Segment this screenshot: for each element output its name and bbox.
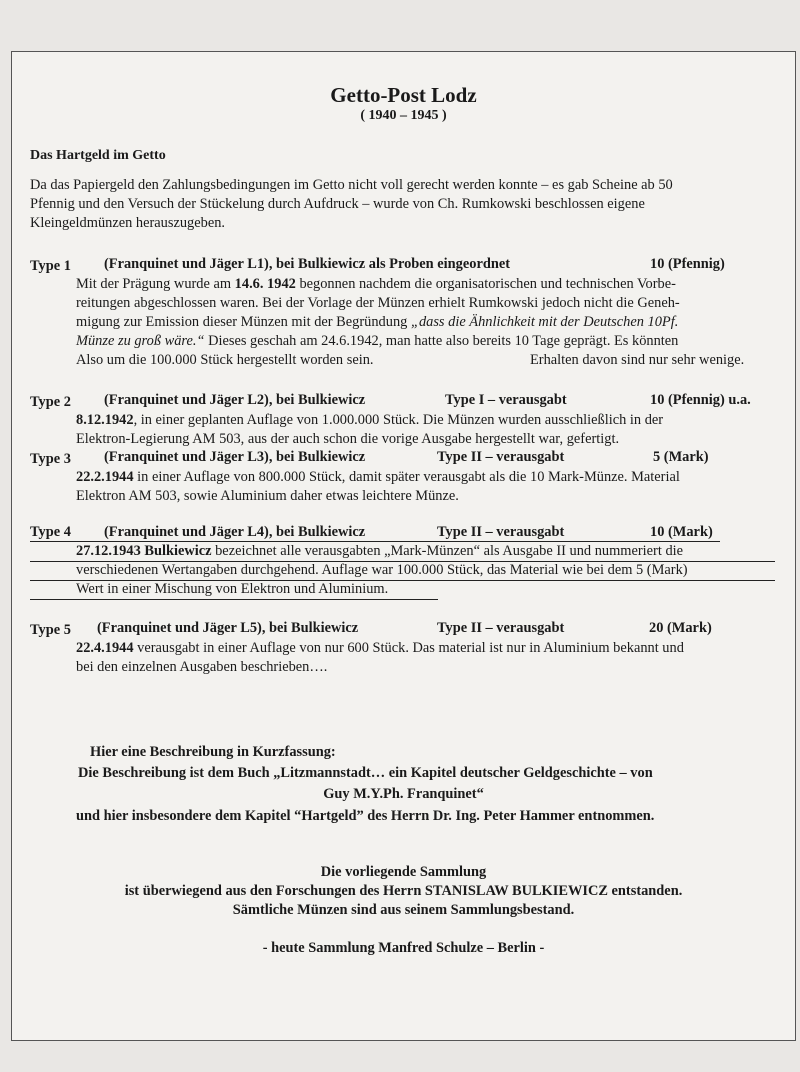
type-2-description: (Franquinet und Jäger L2), bei Bulkiewicz bbox=[104, 392, 366, 408]
type-2-text-line: 8.12.1942, in einer geplanten Auflage von 1.000.000 Stück. Die Münzen wurden ausschließlich in der bbox=[76, 412, 664, 428]
intro-line: Da das Papiergeld den Zahlungsbedingungen im Getto nicht voll gerecht werden konnte – es gab Scheine ab 50 bbox=[30, 177, 673, 193]
type-4-text-line: verschiedenen Wertangaben durchgehend. Auflage war 100.000 Stück, das Material wie bei dem 5 (Mark) bbox=[30, 561, 775, 581]
type-1-text-line: Also um die 100.000 Stück hergestellt worden sein. bbox=[76, 352, 374, 368]
type-1-text-line: migung zur Emission dieser Münzen mit der Begründung „dass die Ähnlichkeit mit der Deutschen 10Pf. bbox=[76, 314, 679, 330]
type-1-label: Type 1 bbox=[30, 258, 71, 274]
collection-line: Sämtliche Münzen sind aus seinem Sammlungsbestand. bbox=[232, 902, 575, 918]
summary-line: Hier eine Beschreibung in Kurzfassung: bbox=[90, 744, 336, 760]
collection-line: ist überwiegend aus den Forschungen des Herrn STANISLAW BULKIEWICZ entstanden. bbox=[124, 883, 683, 899]
type-2-label: Type 2 bbox=[30, 394, 71, 410]
summary-line: Guy M.Y.Ph. Franquinet“ bbox=[323, 786, 484, 802]
type-3-status: Type II – verausgabt bbox=[437, 449, 565, 465]
collection-signature: - heute Sammlung Manfred Schulze – Berlin - bbox=[262, 940, 545, 956]
type-1-text-line: Münze zu groß wäre.“ Dieses geschah am 24.6.1942, man hatte also bereits 10 Tage geprägt. Es könnten bbox=[76, 333, 679, 349]
type-5-text-line: bei den einzelnen Ausgaben beschrieben…. bbox=[76, 659, 328, 675]
intro-line: Kleingeldmünzen herauszugeben. bbox=[30, 215, 225, 231]
type-3-value: 5 (Mark) bbox=[653, 449, 709, 465]
type-2-text-line: Elektron-Legierung AM 503, aus der auch schon die vorige Ausgabe hergestellt war, gefertigt. bbox=[76, 431, 620, 447]
type-5-status: Type II – verausgabt bbox=[437, 620, 565, 636]
type-3-label: Type 3 bbox=[30, 451, 71, 467]
type-4-value: 10 (Mark) bbox=[650, 524, 713, 540]
album-page bbox=[11, 51, 796, 1041]
type-3-text-line: 22.2.1944 in einer Auflage von 800.000 Stück, damit später verausgabt als die 10 Mark-Münze. Material bbox=[76, 469, 680, 485]
page-title: Getto-Post Lodz bbox=[330, 83, 477, 107]
type-4-text-line: Wert in einer Mischung von Elektron und Aluminium. bbox=[30, 580, 438, 600]
type-3-text-line: Elektron AM 503, sowie Aluminium daher etwas leichtere Münze. bbox=[76, 488, 459, 504]
page-years: ( 1940 – 1945 ) bbox=[360, 108, 447, 123]
type-4-label: Type 4 bbox=[30, 524, 71, 540]
intro-line: Pfennig und den Versuch der Stückelung durch Aufdruck – wurde von Ch. Rumkowski beschlossen eigene bbox=[30, 196, 645, 212]
collection-line: Die vorliegende Sammlung bbox=[320, 864, 487, 880]
summary-line: und hier insbesondere dem Kapitel “Hartgeld” des Herrn Dr. Ing. Peter Hammer entnommen. bbox=[76, 808, 655, 824]
type-1-text-line: Mit der Prägung wurde am 14.6. 1942 begonnen nachdem die organisatorischen und technischen Vorbe- bbox=[76, 276, 676, 292]
type-5-text-line: 22.4.1944 verausgabt in einer Auflage von nur 600 Stück. Das material ist nur in Aluminium bekannt und bbox=[76, 640, 684, 656]
type-5-description: (Franquinet und Jäger L5), bei Bulkiewicz bbox=[97, 620, 359, 636]
type-1-value: 10 (Pfennig) bbox=[650, 256, 725, 272]
type-5-label: Type 5 bbox=[30, 622, 71, 638]
summary-line: Die Beschreibung ist dem Buch „Litzmannstadt… ein Kapitel deutscher Geldgeschichte – von bbox=[78, 765, 653, 781]
type-1-description: (Franquinet und Jäger L1), bei Bulkiewicz als Proben eingeordnet bbox=[104, 256, 511, 272]
section-title: Das Hartgeld im Getto bbox=[30, 148, 166, 163]
type-2-status: Type I – verausgabt bbox=[445, 392, 567, 408]
type-3-description: (Franquinet und Jäger L3), bei Bulkiewicz bbox=[104, 449, 366, 465]
type-4-header-row bbox=[30, 524, 720, 542]
type-5-value: 20 (Mark) bbox=[649, 620, 712, 636]
type-1-text-line: Erhalten davon sind nur sehr wenige. bbox=[530, 352, 745, 368]
type-4-description: (Franquinet und Jäger L4), bei Bulkiewicz bbox=[104, 524, 366, 540]
type-4-text-line: 27.12.1943 Bulkiewicz bezeichnet alle verausgabten „Mark-Münzen“ als Ausgabe II und nummeriert die bbox=[30, 542, 775, 562]
type-4-status: Type II – verausgabt bbox=[437, 524, 565, 540]
type-1-text-line: reitungen abgeschlossen waren. Bei der Vorlage der Münzen erhielt Rumkowski jedoch nicht die Geneh- bbox=[76, 295, 680, 311]
type-2-value: 10 (Pfennig) u.a. bbox=[650, 392, 751, 408]
